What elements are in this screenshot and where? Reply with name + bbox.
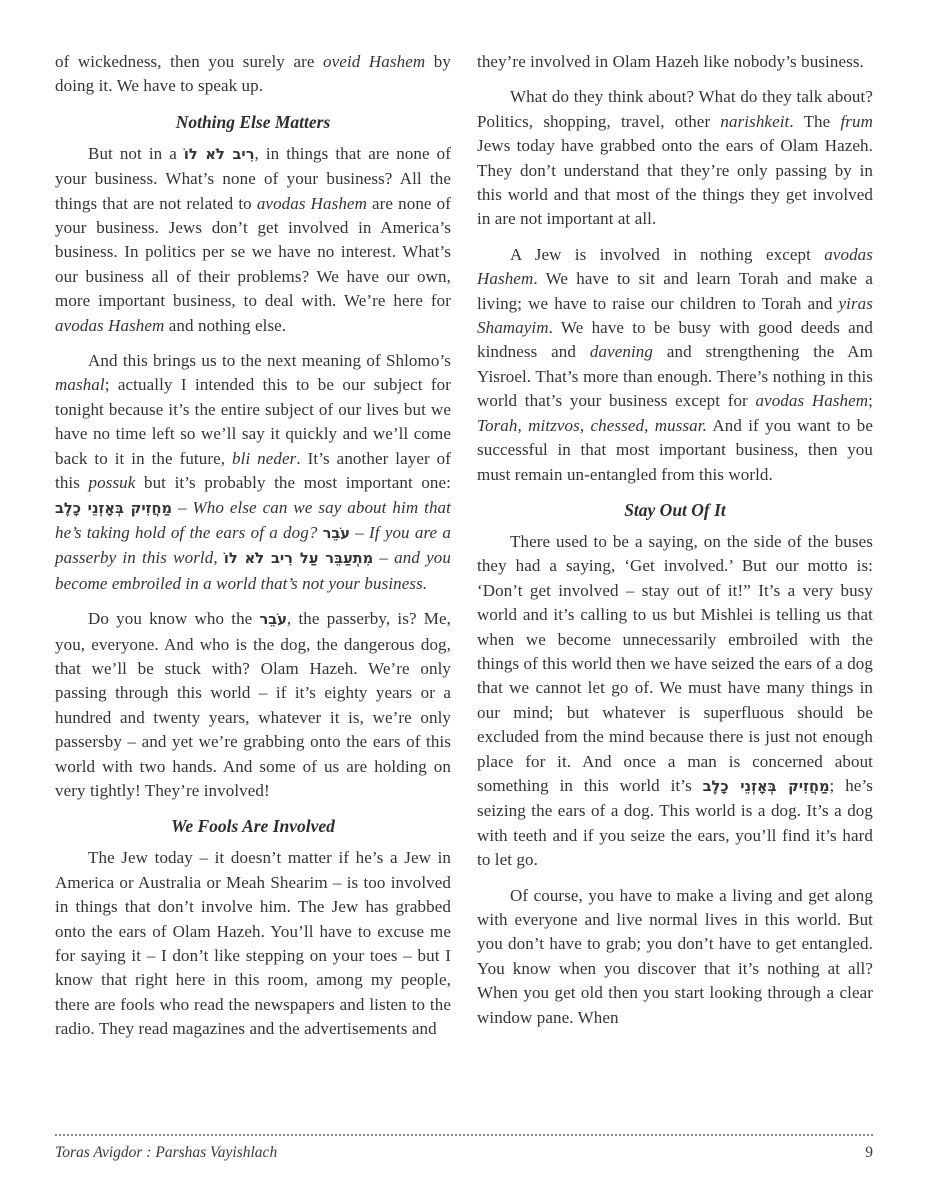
text-run: – (373, 548, 395, 568)
left-column (55, 50, 451, 1053)
page-footer (55, 1134, 873, 1162)
italic-run: avodas Hashem (477, 244, 873, 289)
text-run: Jews today have grabbed onto the ears of Olam Hazeh. They don’t understand that they’re only passing by in this world and that most of the things they get involved in are not important at all. (477, 136, 873, 229)
italic-run: avodas Hashem (755, 391, 869, 411)
text-run: The Jew today – it doesn’t matter if he’s a Jew in America or Australia or Meah Shearim – is too involved in things that don’t involve him. The Jew has grabbed onto the ears of Olam Hazeh. You’ll have to excuse me for saying it – I don’t like stepping on your toes – but I know that right here in this room, among my people, there are fools who read the newspapers and listen to the radio. They read magazines and the advertisements and (55, 848, 451, 1039)
italic-run: oveid Hashem (323, 52, 426, 71)
right-column (477, 50, 873, 1053)
text-run: . The (789, 111, 841, 131)
section-heading: We Fools Are Involved (171, 816, 335, 837)
text-run: There used to be a saying, on the side of the buses they had a saying, ‘Get involved.’ But our motto is: ‘Don’t get involved – stay out of it!” It’s a very busy world and it’s calling to us but Mishlei is telling us that when we become unnecessarily embroiled with the things of this world then we have seized the ears of a dog that we cannot let go of. We must have many things in our mind; but whatever is superfluous should be excluded from the mind because there is just not enough place for it. And once a man is concerned about something in this world it’s (477, 531, 873, 795)
text-run: ; he’s seizing the ears of a dog. This world is a dog. It’s a dog with teeth and if you seize the ears, you’ll find it’s hard to let go. (477, 775, 873, 870)
hebrew-run: מִתְעַבֵּר עַל רִיב לֹא לוֹ (223, 550, 374, 568)
text-run: And this brings us to the next meaning of Shlomo’s (88, 351, 451, 371)
hebrew-run: עֹבֵר (322, 524, 351, 542)
paragraph (55, 349, 451, 596)
text-run: they’re involved in Olam Hazeh like nobody’s business. (477, 52, 864, 71)
text-run: . It’s another layer of this (55, 448, 451, 493)
paragraph (55, 50, 451, 99)
footer-booklet-title: Toras Avigdor : Parshas Vayishlach (55, 1144, 278, 1161)
text-run: , in things that are none of your business. What’s none of your business? All the things that are not related to (55, 143, 451, 213)
text-run: What do they think about? What do they talk about? Politics, shopping, travel, other (477, 87, 873, 131)
text-run: are none of your business. Jews don’t get involved in America’s business. In politics per se we have no interest. What’s our business all of their problems? We have our own, more important business, to deal with. We’re here for (55, 193, 451, 311)
italic-run: possuk (88, 473, 136, 493)
paragraph (55, 142, 451, 338)
hebrew-run: עֹבֵר (259, 611, 287, 629)
paragraph (477, 85, 873, 231)
paragraph (477, 530, 873, 873)
italic-run: davening (589, 342, 654, 362)
italic-run: narishkeit (720, 111, 790, 131)
text-run: , the passerby, is? Me, you, everyone. And who is the dog, the dangerous dog, that we’ll be stuck with? Olam Hazeh. We’re only passing through this world – if it’s eighty years or a hundred and twenty years, whatever it is, we’re only passersby – and yet we’re grabbing onto the ears of this world with two hands. And some of us are holding on very tightly! They’re involved! (55, 609, 451, 800)
text-run: ; actually I intended this to be our subject for tonight because it’s the entire subject of our lives but we have no time left so we’ll say it quickly and we’ll come back to it in the future, (55, 375, 451, 468)
hebrew-run: מַחֲזִיק בְּאָזְנֵי כָלֶב (55, 499, 173, 517)
italic-run: frum (840, 111, 873, 131)
text-run: But not in a (88, 143, 184, 163)
italic-run: If you are a passerby in this world, (55, 522, 451, 568)
paragraph (477, 50, 873, 74)
text-columns (55, 50, 873, 1053)
text-run: but it’s probably the most important one: (135, 473, 451, 493)
italic-run: Who else can we say about him that he’s taking hold of the ears of a dog? (55, 497, 451, 542)
section-heading: Stay Out Of It (624, 499, 726, 520)
text-run: Of course, you have to make a living and get along with everyone and live normal lives in this world. But you don’t have to grab; you don’t have to get entangled. You know when you discover that it’s nothing at all? When you get old then you start looking through a clear window pane. When (477, 885, 873, 1027)
text-run: and strengthening the Am Yisroel. That’s more than enough. There’s nothing in this world that’s your business except for (477, 342, 873, 411)
text-run: of wickedness, then you surely are (55, 52, 324, 71)
text-run: – (172, 497, 193, 517)
text-run: A Jew is involved in nothing except (510, 244, 825, 264)
paragraph (477, 243, 873, 487)
text-run: . We have to be busy with good deeds and kindness and (477, 318, 873, 362)
italic-run: Torah, mitzvos, chessed, mussar. (477, 415, 707, 435)
italic-run: yiras Shamayim (477, 293, 873, 338)
paragraph (55, 607, 451, 803)
paragraph (477, 884, 873, 1030)
italic-run: and you become embroiled in a world that’s not your business. (55, 548, 451, 593)
text-run: Do you know who the (88, 609, 260, 629)
text-run: by doing it. We have to speak up. (55, 52, 451, 96)
section-heading: Nothing Else Matters (175, 111, 331, 132)
text-run: And if you want to be successful in that most important business, then you must remain un-entangled from this world. (477, 415, 873, 484)
footer-page-number: 9 (865, 1144, 873, 1161)
hebrew-run: מַחֲזִיק בְּאָזְנֵי כָלֶב (702, 777, 830, 795)
paragraph (55, 846, 451, 1041)
italic-run: bli neder (232, 448, 297, 468)
text-run: . We have to sit and learn Torah and make a living; we have to raise our children to Torah and (477, 269, 873, 313)
italic-run: avodas Hashem (55, 315, 165, 335)
text-run: ; (868, 391, 873, 411)
italic-run: avodas Hashem (256, 193, 367, 213)
text-run: and nothing else. (164, 315, 287, 335)
text-run: – (350, 522, 370, 542)
italic-run: mashal (55, 375, 105, 395)
hebrew-run: רִיב לֹא לוֹ (183, 145, 255, 163)
